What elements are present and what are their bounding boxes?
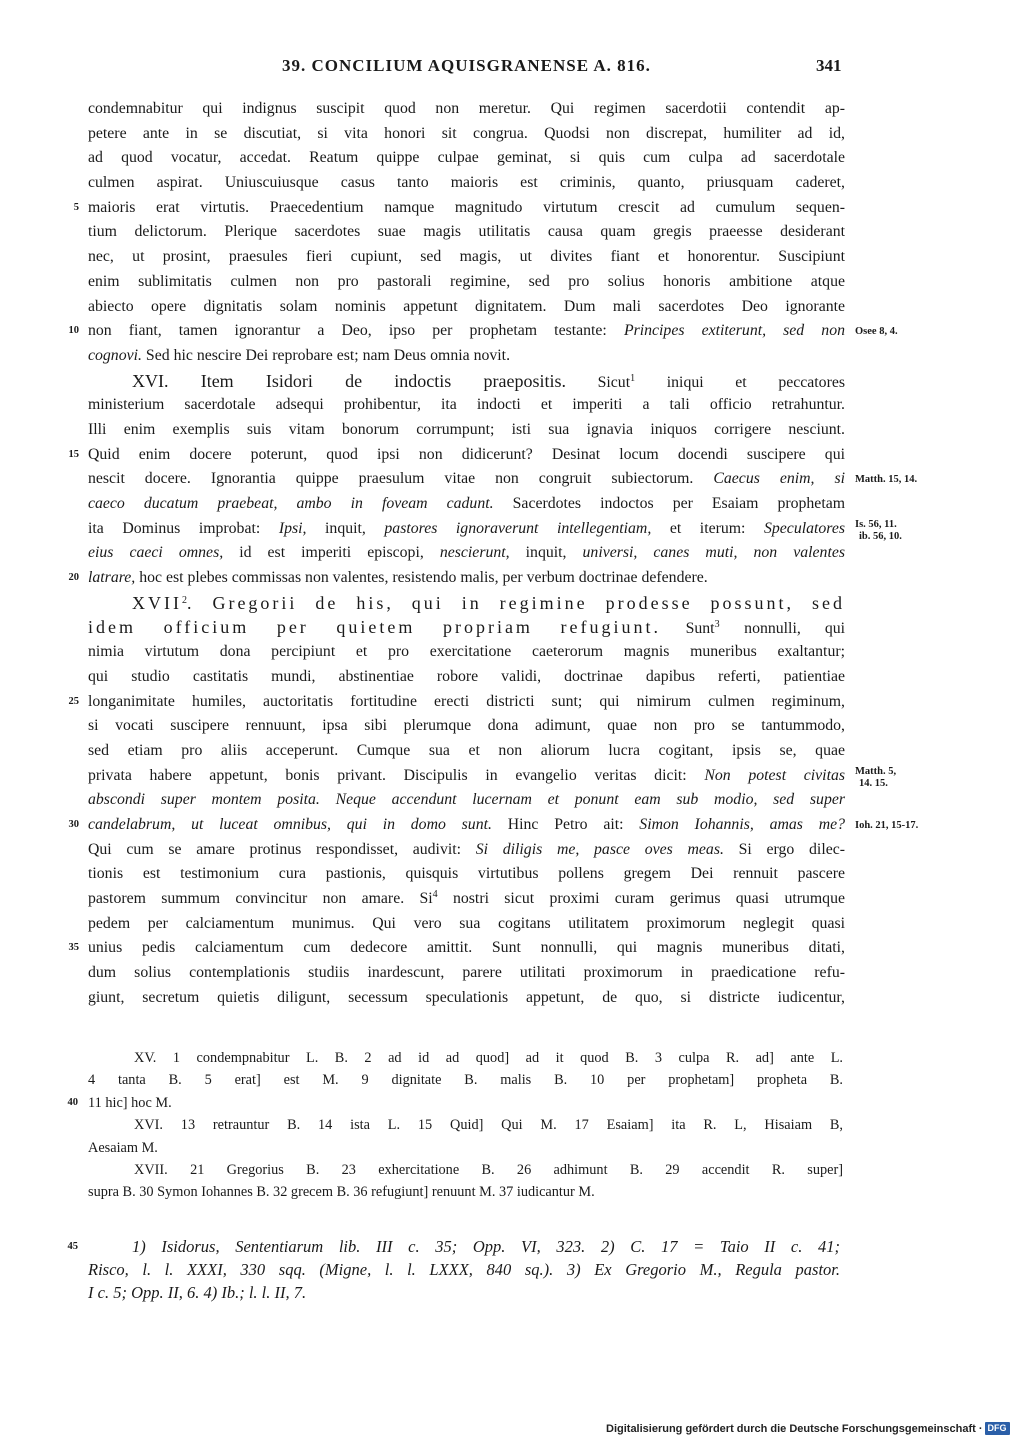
text-line: enim sublimitatis culmen non pro pastorali regimine, sed pro solius honoris ambitione atque: [88, 272, 845, 290]
margin-reference: Osee 8, 4.: [855, 326, 898, 338]
margin-reference: Matth. 5, 14. 15.: [855, 765, 897, 789]
critical-apparatus: [67, 1047, 843, 1204]
text-line: 5 maioris erat virtutis. Praecedentium namque magnitudo virtutum crescit ad cumulum sequen-: [88, 196, 845, 221]
apparatus-line: XVII. 21 Gregorius B. 23 exhercitatione B. 26 adhimunt B. 29 accendit R. super]: [134, 1161, 843, 1178]
text-line: culmen aspirat. Uniuscuiusque casus tanto maioris est criminis, quanto, priusquam caderet,: [88, 174, 845, 192]
text-line: sed etiam pro aliis acceperunt. Cumque sua et non aliorum lucra cogitant, ipsis se, quae: [88, 741, 845, 759]
text-line: condemnabitur qui indignus suscipit quod non meretur. Qui regimen sacerdotii contendit ap-: [88, 100, 845, 117]
line-number: 15: [68, 448, 79, 460]
text-line: privata habere appetunt, bonis privant. Discipulis in evangelio veritas dicit: Non potest civitas Matth. 5, 14. 15.: [88, 765, 897, 789]
chapter-heading-xvii-cont: idem officium per quietem propriam refugiunt. Sunt$^3$ nonnulli, qui: [88, 617, 846, 638]
running-title: 39. CONCILIUM AQUISGRANENSE A. 816.: [282, 56, 651, 75]
text-line: ministerium sacerdotale adsequi prohibentur, ita indocti et imperiti a tali officio retrahuntur.: [88, 396, 845, 414]
text-line: 20 latrare, hoc est plebes commissas non valentes, resistendo malis, per verbum doctrinae defendere.: [88, 566, 845, 591]
page-header: [0, 56, 1000, 80]
apparatus-line: Aesaiam M.: [88, 1139, 158, 1156]
text-line: petere ante in se discutiat, si vita honori sit congrua. Quodsi non discrepat, humiliter ad id,: [88, 124, 845, 142]
text-line: Illi enim exemplis suis vitam bonorum corrumpunt; isti sua ignavia iniquos corrigere nesciunt.: [88, 420, 845, 438]
note-line: Risco, l. l. XXXI, 330 sqq. (Migne, l. l. LXXX, 840 sq.). 3) Ex Gregorio M., Regula pastor.: [88, 1260, 840, 1279]
source-notes: [67, 1235, 840, 1304]
text-line: caeco ducatum praebeat, ambo in foveam cadunt. Sacerdotes indoctos per Esaiam prophetam: [88, 495, 846, 512]
text-line: ita Dominus improbat: Ipsi, inquit, pastores ignoraverunt intellegentiam, et iterum: Speculatores Is. 56, 11. ib. 56, 10.: [88, 518, 902, 542]
margin-reference: Matth. 15, 14.: [855, 474, 918, 486]
text-line: cognovi. Sed hic nescire Dei reprobare est; nam Deus omnia novit.: [88, 346, 511, 364]
text-line: qui studio castitatis mundi, abstinentiae robore validi, doctrinae dapibus referti, patientiae: [88, 667, 845, 685]
line-number: 30: [68, 818, 79, 830]
text-line: abiecto opere dignitatis solam nominis appetunt dignitatem. Dum mali sacerdotes Deo ignorante: [88, 297, 845, 315]
line-number: 45: [67, 1241, 78, 1252]
dfg-logo: DFG: [985, 1422, 1010, 1435]
text-line: 25 longanimitate humiles, auctoritatis fortitudine erecti districti sunt; qui nimirum culmen regiminum,: [88, 690, 845, 715]
text-line: tionis est testimonium cura pastionis, quisquis virtutibus pollens gregem Dei rennuit pascere: [88, 865, 845, 883]
margin-reference: Is. 56, 11. ib. 56, 10.: [855, 518, 902, 542]
chapter-heading-xvii: XVII$^2$. Gregorii de his, qui in regimine prodesse possunt, sed: [132, 592, 845, 613]
note-line: 45 1) Isidorus, Sententiarum lib. III c. 35; Opp. VI, 323. 2) C. 17 = Taio II c. 41;: [88, 1235, 840, 1258]
text-line: 35 unius pedis calciamentum cum dedecore amittit. Sunt nonnulli, qui magnis muneribus ditati,: [88, 936, 845, 961]
margin-reference: Ioh. 21, 15-17.: [855, 819, 919, 831]
text-line: Qui cum se amare protinus respondisset, audivit: Si diligis me, pasce oves meas. Si ergo dilec-: [88, 840, 845, 858]
line-number: 25: [68, 695, 79, 707]
text-line: nimia virtutum dona percipiunt et pro exercitatione caeterorum magnis muneribus exaltantur;: [88, 643, 845, 661]
text-line: nescit docere. Ignorantia quippe praesulum vitae non congruit subiectorum. Caecus enim, si Matth. 15, 14.: [88, 467, 845, 492]
text-line: 10 non fiant, tamen ignorantur a Deo, ipso per prophetam testante: Principes extiterunt, sed non Osee 8, 4.: [88, 319, 845, 344]
line-number: 40: [67, 1096, 78, 1108]
main-text: [68, 97, 919, 1010]
note-line: I c. 5; Opp. II, 6. 4) Ib.; l. l. II, 7.: [88, 1283, 307, 1302]
text-line: abscondi super montem posita. Neque accendunt lucernam et ponunt eam sub modio, sed super: [88, 791, 846, 809]
text-line: pastorem summum convincitur non amare. Si$^4$ nostri sicut proximi curam gerimus quasi utrumque: [88, 889, 845, 907]
digitization-footer: [606, 1422, 1010, 1435]
apparatus-line: XV. 1 condempnabitur L. B. 2 ad id ad quod] ad it quod B. 3 culpa R. ad] ante L.: [134, 1050, 843, 1066]
line-number: 10: [68, 325, 79, 337]
apparatus-line: 4 tanta B. 5 erat] est M. 9 dignitate B. malis B. 10 per prophetam] propheta B.: [88, 1072, 843, 1089]
apparatus-line: supra B. 30 Symon Iohannes B. 32 grecem B. 36 refugiunt] renuunt M. 37 iudicantur M.: [88, 1184, 595, 1201]
line-number: 20: [68, 572, 79, 584]
line-number: 35: [68, 942, 79, 954]
apparatus-line: XVI. 13 retrauntur B. 14 ista L. 15 Quid] Qui M. 17 Esaiam] ita R. L, Hisaiam B,: [134, 1117, 843, 1134]
footer-text: Digitalisierung gefördert durch die Deutsche Forschungsgemeinschaft ·: [606, 1423, 983, 1435]
text-line: 30 candelabrum, ut luceat omnibus, qui in domo sunt. Hinc Petro ait: Simon Iohannis, amas me? Ioh. 21, 15-17.: [88, 813, 845, 838]
text-line: pedem per calciamentum munimus. Qui vero sua cogitans utilitatem proximorum neglegit quasi: [88, 914, 845, 932]
text-line: nec, ut prosint, praesules fieri cupiunt, sed magis, ut divites fiant et honorentur. Suscipiunt: [88, 248, 845, 266]
text-line: giunt, secretum quietis diligunt, secessum speculationis appetunt, de quo, si districte iudicentur,: [88, 988, 845, 1006]
apparatus-line: 40 11 hic] hoc M.: [88, 1092, 843, 1114]
text-line: si vocati suscipere rennuunt, ipsa sibi plerumque dona adimunt, quae non pro se tantummodo,: [88, 717, 845, 735]
text-line: eius caeci omnes, id est imperiti episcopi, nescierunt, inquit, universi, canes muti, non valentes: [88, 544, 845, 562]
chapter-heading-xvi: XVI. Item Isidori de indoctis praepositis. Sicut$^1$ iniqui et peccatores: [132, 370, 845, 391]
text-line: 15 Quid enim docere poterunt, quod ipsi non didicerunt? Desinat locum docendi suscipere qui: [88, 443, 845, 468]
line-number: 5: [73, 201, 79, 213]
text-line: dum solius contemplationis studiis inardescunt, parere utilitati proximorum in praedicatione refu-: [88, 964, 845, 982]
text-line: ad quod vocatur, accedat. Reatum quippe culpae geminat, si quis cum culpa ad sacerdotale: [88, 149, 845, 167]
page-number: 341: [816, 56, 842, 75]
text-line: tium delictorum. Plerique sacerdotes suae magis utilitatis causa quam gregis praeesse desiderant: [88, 223, 845, 241]
